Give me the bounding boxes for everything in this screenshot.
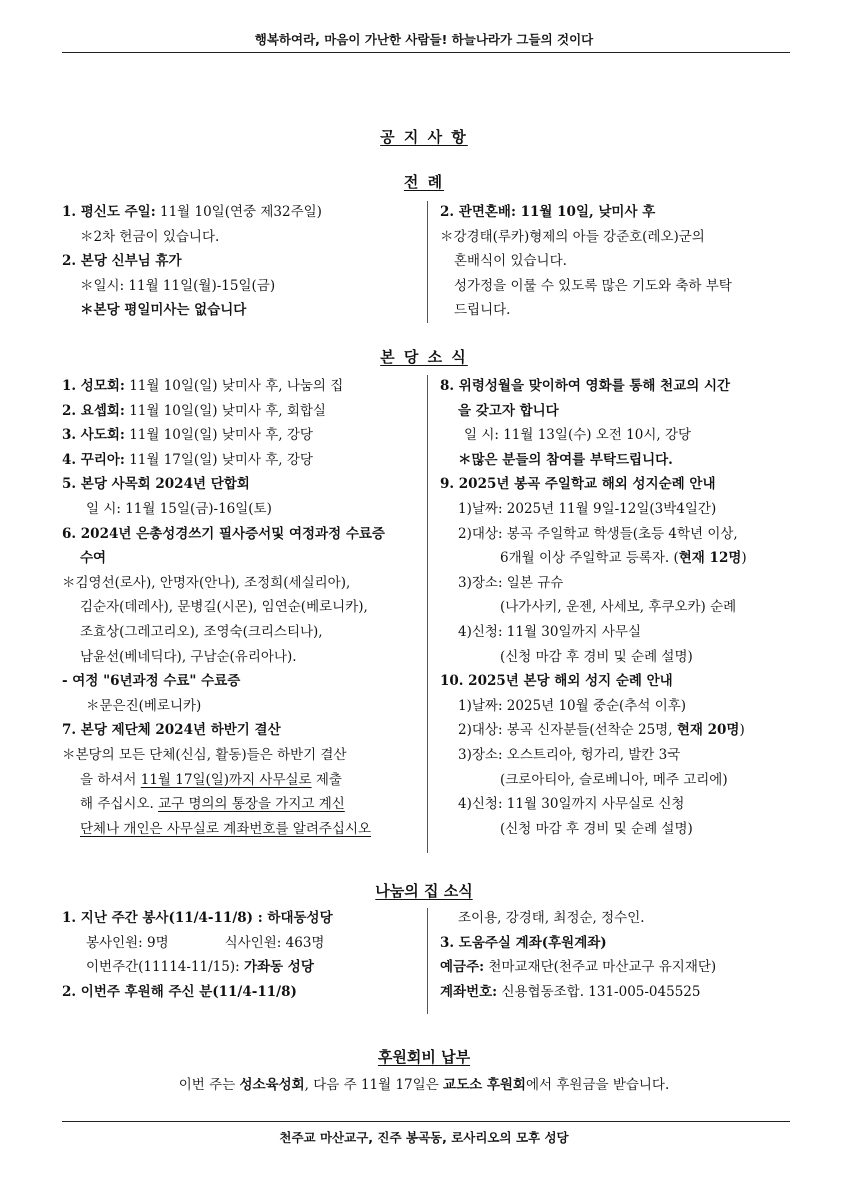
parish-item-5: 5. 본당 사목회 2024년 단합회 xyxy=(62,476,250,493)
sharing-title: 나눔의 집 소식 xyxy=(375,882,473,900)
parish-right xyxy=(440,374,792,841)
parish-item-10: 10. 2025년 본당 해외 성지 순례 안내 xyxy=(440,673,673,690)
liturgy-title: 전 례 xyxy=(403,173,445,191)
meal-count: 식사인원: 463명 xyxy=(224,934,325,951)
liturgy-right xyxy=(440,200,790,323)
parish-left xyxy=(62,374,420,841)
parish-item-3: 3. 사도회: 11월 10일(일) 낮미사 후, 강당 xyxy=(62,427,313,444)
header-rule xyxy=(62,52,790,53)
account-number: 계좌번호: 신용협동조합. 131-005-045525 xyxy=(440,983,701,1000)
parish-item-6-names-3: 조효상(그레고리오), 조영숙(크리스티나), xyxy=(80,623,323,640)
sharing-item-3: 3. 도움주실 계좌(후원계좌) xyxy=(440,934,607,951)
volunteer-count: 봉사인원: 9명 xyxy=(86,934,169,951)
parish-item-2: 2. 요셉회: 11월 10일(일) 낮미사 후, 회합실 xyxy=(62,402,326,419)
dues-title: 후원회비 납부 xyxy=(377,1048,471,1066)
parish-item-9-l4: 3)장소: 일본 규슈 xyxy=(458,574,564,591)
dues-text: 이번 주는 성소육성회, 다음 주 11월 17일은 교도소 후원회에서 후원금을 받습니다. xyxy=(178,1077,670,1093)
parish-item-6-b: 수여 xyxy=(80,550,107,567)
parish-item-9-l6: 4)신청: 11월 30일까지 사무실 xyxy=(458,623,642,640)
parish-item-1: 1. 성모회: 11월 10일(일) 낮미사 후, 나눔의 집 xyxy=(62,378,344,394)
parish-item-7-line1: ＊본당의 모든 단체(신심, 활동)들은 하반기 결산 xyxy=(62,746,347,763)
parish-item-10-l2: 2)대상: 봉곡 신자분들(선착순 25명, 현재 20명) xyxy=(458,722,745,739)
parish-item-9-l3: 6개월 이상 주일학교 등록자. (현재 12명) xyxy=(500,550,747,567)
parish-item-6-sub: - 여정 "6년과정 수료" 수료증 xyxy=(62,673,241,690)
sharing-donors: 조이용, 강경태, 최정순, 정수인. xyxy=(458,910,645,926)
liturgy-item-1: 1. 평신도 주일: 11월 10일(연중 제32주일) xyxy=(62,204,322,220)
liturgy-wedding-line2: 혼배식이 있습니다. xyxy=(454,253,567,270)
parish-item-9-l7: (신청 마감 후 경비 및 순례 설명) xyxy=(500,648,693,665)
parish-item-4: 4. 꾸리아: 11월 17일(일) 낮미사 후, 강당 xyxy=(62,451,313,468)
parish-item-7-line4: 단체나 개인은 사무실로 계좌번호를 알려주십시오 xyxy=(80,820,372,837)
sharing-item-2: 2. 이번주 후원해 주신 분(11/4-11/8) xyxy=(62,983,297,1000)
parish-item-7: 7. 본당 제단체 2024년 하반기 결산 xyxy=(62,722,281,739)
parish-item-6-sub-name: ＊문은진(베로니카) xyxy=(86,697,202,714)
footer-rule xyxy=(62,1121,790,1122)
page-title: 공 지 사 항 xyxy=(380,128,468,146)
liturgy-item-2-note: ＊본당 평일미사는 없습니다 xyxy=(80,302,247,319)
account-holder: 예금주: 천마교재단(천주교 마산교구 유지재단) xyxy=(440,959,717,976)
sharing-left xyxy=(62,906,422,1004)
sharing-item-1: 1. 지난 주간 봉사(11/4-11/8) : 하대동성당 xyxy=(62,910,333,926)
parish-item-9-l2: 2)대상: 봉곡 주일학교 학생들(초등 4학년 이상, xyxy=(458,525,738,542)
parish-item-9-l5: (나가사키, 운젠, 사세보, 후쿠오카) 순례 xyxy=(500,599,737,616)
liturgy-wedding-line4: 드립니다. xyxy=(454,302,511,319)
parish-item-10-l5: 4)신청: 11월 30일까지 사무실로 신청 xyxy=(458,796,685,813)
parish-item-7-line2: 을 하셔서 11월 17일(일)까지 사무실로 제출 xyxy=(80,771,342,788)
liturgy-divider xyxy=(427,201,428,323)
parish-divider xyxy=(427,375,428,853)
liturgy-wedding-line1: ＊강경태(루카)형제의 아들 강준호(레오)군의 xyxy=(440,228,705,245)
sharing-item-1-counts xyxy=(62,931,422,956)
page-header: 행복하여라, 마음이 가난한 사람들! 하늘나라가 그들의 것이다 xyxy=(254,32,594,47)
parish-item-10-l4: (크로아티아, 슬로베니아, 메주 고리에) xyxy=(500,771,728,788)
parish-item-8-date: 일 시: 11월 13일(수) 오전 10시, 강당 xyxy=(464,427,692,444)
sharing-right xyxy=(440,906,792,1004)
liturgy-item-2: 2. 본당 신부님 휴가 xyxy=(62,253,182,270)
liturgy-item-2-date: ＊일시: 11월 11일(월)-15일(금) xyxy=(80,277,276,294)
parish-title: 본 당 소 식 xyxy=(380,348,468,366)
parish-item-8-note: ＊많은 분들의 참여를 부탁드립니다. xyxy=(458,451,673,468)
parish-item-10-l3: 3)장소: 오스트리아, 헝가리, 발칸 3국 xyxy=(458,746,681,763)
parish-item-5-date: 일 시: 11월 15일(금)-16일(토) xyxy=(86,500,272,517)
liturgy-wedding-line3: 성가정을 이룰 수 있도록 많은 기도와 축하 부탁 xyxy=(454,277,732,294)
parish-item-8-a: 8. 위령성월을 맞이하여 영화를 통해 천교의 시간 xyxy=(440,378,731,394)
parish-item-6-names-2: 김순자(데레사), 문병길(시몬), 임연순(베로니카), xyxy=(80,599,368,616)
parish-item-10-l1: 1)날짜: 2025년 10월 중순(추석 이후) xyxy=(458,697,687,714)
parish-item-6-a: 6. 2024년 은총성경쓰기 필사증서및 여정과정 수료증 xyxy=(62,525,385,542)
parish-item-9: 9. 2025년 봉곡 주일학교 해외 성지순례 안내 xyxy=(440,476,716,493)
parish-item-7-line3: 해 주십시오. 교구 명의의 통장을 가지고 계신 xyxy=(80,796,345,813)
liturgy-item-1-note: ＊2차 헌금이 있습니다. xyxy=(80,228,220,245)
liturgy-wedding-title: 2. 관면혼배: 11월 10일, 낮미사 후 xyxy=(440,204,656,220)
page-footer: 천주교 마산교구, 진주 봉곡동, 로사리오의 모후 성당 xyxy=(279,1130,569,1145)
sharing-divider xyxy=(427,908,428,1014)
parish-item-8-b: 을 갖고자 합니다 xyxy=(458,402,559,419)
parish-item-9-l1: 1)날짜: 2025년 11월 9일-12일(3박4일간) xyxy=(458,500,717,517)
liturgy-left xyxy=(62,200,422,323)
parish-item-10-l6: (신청 마감 후 경비 및 순례 설명) xyxy=(500,820,693,837)
sharing-item-1-this-week: 이번주간(11114-11/15): 가좌동 성당 xyxy=(86,959,314,976)
parish-item-6-names-1: ＊김영선(로사), 안명자(안나), 조정희(세실리아), xyxy=(62,574,351,591)
parish-item-6-names-4: 남윤선(베네딕다), 구남순(유리아나). xyxy=(80,648,297,665)
